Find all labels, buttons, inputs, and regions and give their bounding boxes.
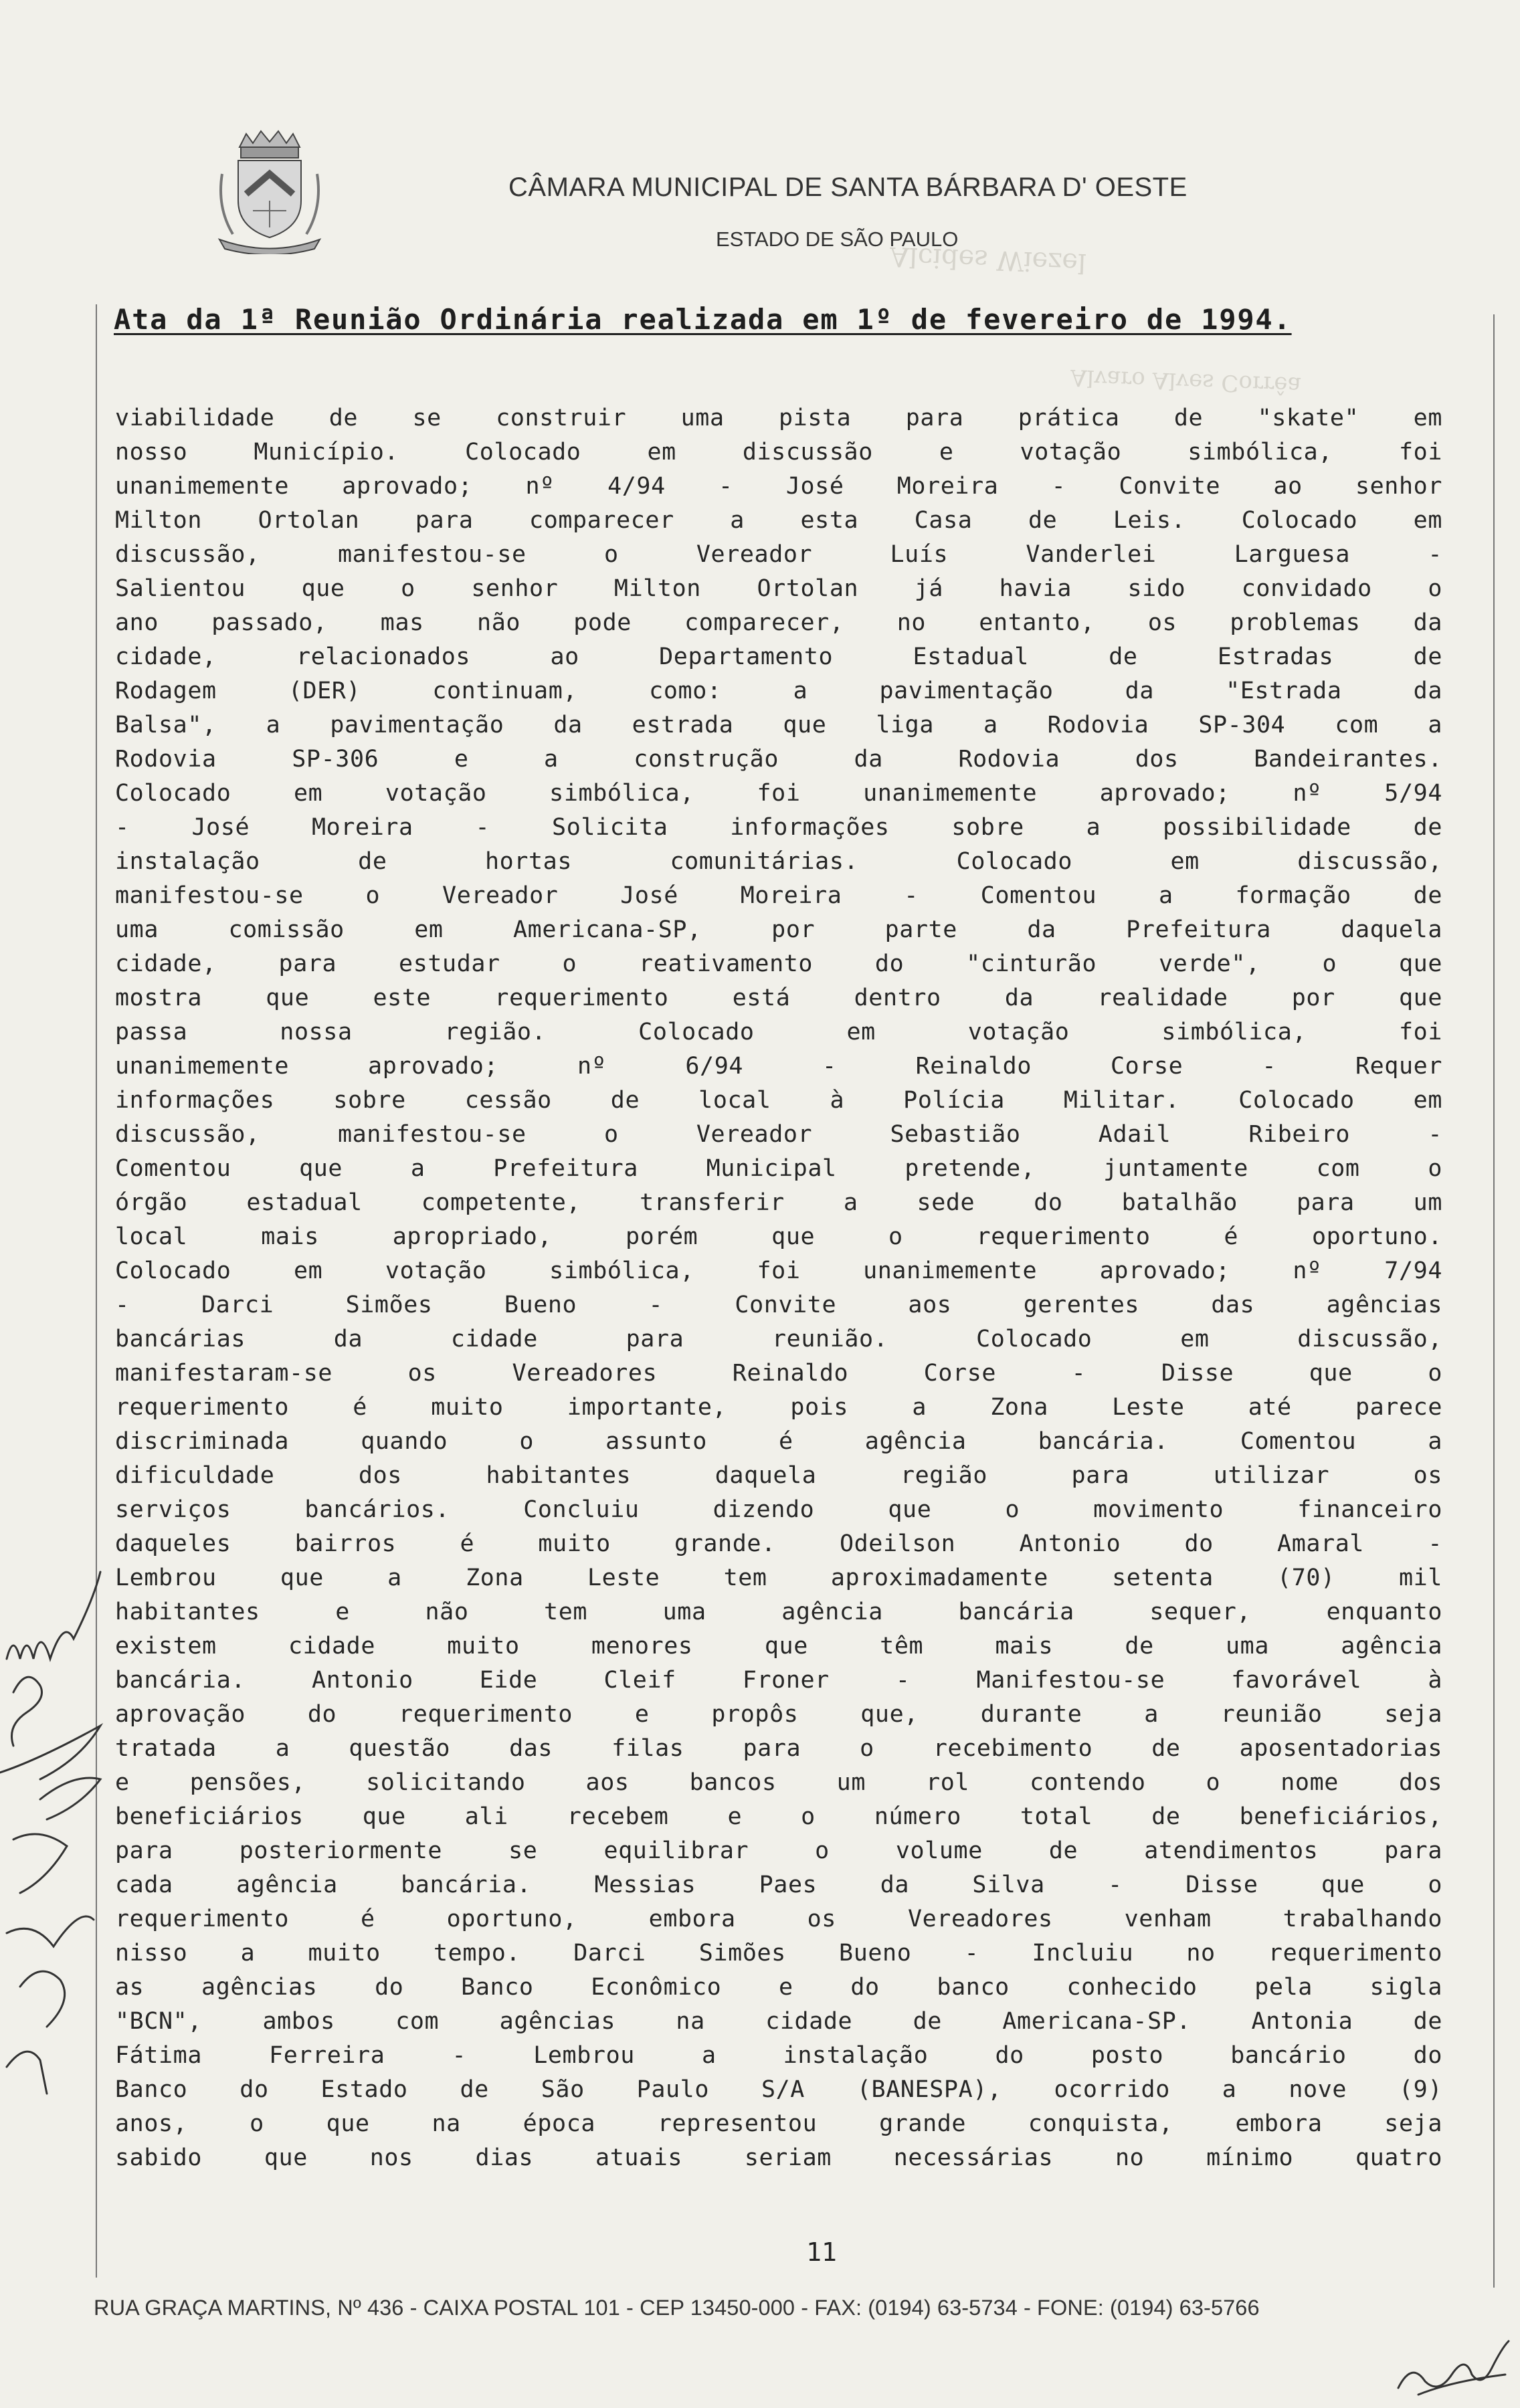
body-line: cada agência bancária. Messias Paes da Silva - Disse que o [115, 1872, 1442, 1898]
body-line: Banco do Estado de São Paulo S/A (BANESPA), ocorrido a nove (9) [115, 2076, 1442, 2103]
footer-signature [1392, 2334, 1512, 2401]
body-line: órgão estadual competente, transferir a sede do batalhão para um [115, 1189, 1442, 1216]
body-line: Rodagem (DER) continuam, como: a pavimentação da "Estrada da [115, 678, 1442, 704]
body-line: Salientou que o senhor Milton Ortolan já havia sido convidado o [115, 575, 1442, 602]
body-line: discussão, manifestou-se o Vereador Sebastião Adail Ribeiro - [115, 1121, 1442, 1148]
body-line: para posteriormente se equilibrar o volume de atendimentos para [115, 1837, 1442, 1864]
body-line: e pensões, solicitando aos bancos um rol contendo o nome dos [115, 1769, 1442, 1796]
body-line: passa nossa região. Colocado em votação simbólica, foi [115, 1019, 1442, 1045]
body-line: nosso Município. Colocado em discussão e votação simbólica, foi [115, 439, 1442, 466]
body-line: - Darci Simões Bueno - Convite aos gerentes das agências [115, 1292, 1442, 1318]
body-line: unanimemente aprovado; nº 4/94 - José Moreira - Convite ao senhor [115, 473, 1442, 500]
body-line: uma comissão em Americana-SP, por parte da Prefeitura daquela [115, 916, 1442, 943]
body-line: discriminada quando o assunto é agência bancária. Comentou a [115, 1428, 1442, 1455]
document-title: Ata da 1ª Reunião Ordinária realizada em 1º de fevereiro de 1994. [114, 303, 1292, 336]
show-through-text-1: Alcides Wiezel [889, 240, 1087, 279]
right-margin-rule [1493, 314, 1495, 2288]
body-line: viabilidade de se construir uma pista para prática de "skate" em [115, 405, 1442, 431]
body-line: informações sobre cessão de local à Polícia Militar. Colocado em [115, 1087, 1442, 1114]
organization-name: CÂMARA MUNICIPAL DE SANTA BÁRBARA D' OESTE [508, 173, 1188, 202]
body-line: Balsa", a pavimentação da estrada que liga a Rodovia SP-304 com a [115, 712, 1442, 738]
body-line: bancárias da cidade para reunião. Colocado em discussão, [115, 1326, 1442, 1352]
body-line: unanimemente aprovado; nº 6/94 - Reinaldo Corse - Requer [115, 1053, 1442, 1080]
body-line: - José Moreira - Solicita informações sobre a possibilidade de [115, 814, 1442, 841]
body-line: bancária. Antonio Eide Cleif Froner - Manifestou-se favorável à [115, 1667, 1442, 1694]
body-line: "BCN", ambos com agências na cidade de Americana-SP. Antonia de [115, 2008, 1442, 2035]
body-line: cidade, relacionados ao Departamento Estadual de Estradas de [115, 643, 1442, 670]
body-line: beneficiários que ali recebem e o número total de beneficiários, [115, 1803, 1442, 1830]
body-line: nisso a muito tempo. Darci Simões Bueno - Incluiu no requerimento [115, 1940, 1442, 1967]
body-line: existem cidade muito menores que têm mais de uma agência [115, 1633, 1442, 1660]
body-line: instalação de hortas comunitárias. Colocado em discussão, [115, 848, 1442, 875]
body-line: Lembrou que a Zona Leste tem aproximadamente setenta (70) mil [115, 1565, 1442, 1591]
body-line: dificuldade dos habitantes daquela região para utilizar os [115, 1462, 1442, 1489]
municipal-coat-of-arms-icon [213, 127, 326, 254]
body-line: requerimento é muito importante, pois a Zona Leste até parece [115, 1394, 1442, 1421]
document-body [115, 401, 1453, 2175]
organization-state: ESTADO DE SÃO PAULO [716, 227, 959, 251]
body-line: requerimento é oportuno, embora os Vereadores venham trabalhando [115, 1906, 1442, 1932]
body-line: manifestaram-se os Vereadores Reinaldo Corse - Disse que o [115, 1360, 1442, 1387]
page-number: 11 [806, 2237, 837, 2267]
body-line: sabido que nos dias atuais seriam necessárias no mínimo quatro [115, 2144, 1442, 2171]
show-through-text-2: Alvaro Alves Corrêa [1070, 363, 1302, 399]
body-line: anos, o que na época representou grande conquista, embora seja [115, 2110, 1442, 2137]
body-line: Fátima Ferreira - Lembrou a instalação do posto bancário do [115, 2042, 1442, 2069]
margin-signatures [0, 1559, 114, 2161]
body-line: daqueles bairros é muito grande. Odeilson Antonio do Amaral - [115, 1530, 1442, 1557]
body-line: aprovação do requerimento e propôs que, durante a reunião seja [115, 1701, 1442, 1728]
body-line: local mais apropriado, porém que o requerimento é oportuno. [115, 1223, 1442, 1250]
body-line: as agências do Banco Econômico e do banco conhecido pela sigla [115, 1974, 1442, 2001]
body-line: Comentou que a Prefeitura Municipal pretende, juntamente com o [115, 1155, 1442, 1182]
body-line: habitantes e não tem uma agência bancária sequer, enquanto [115, 1599, 1442, 1625]
body-line: mostra que este requerimento está dentro da realidade por que [115, 985, 1442, 1011]
body-line: cidade, para estudar o reativamento do "cinturão verde", o que [115, 950, 1442, 977]
body-line: Rodovia SP-306 e a construção da Rodovia dos Bandeirantes. [115, 746, 1442, 773]
body-line: manifestou-se o Vereador José Moreira - Comentou a formação de [115, 882, 1442, 909]
footer-address: RUA GRAÇA MARTINS, Nº 436 - CAIXA POSTAL 101 - CEP 13450-000 - FAX: (0194) 63-5734 - FONE: (0194) 63-5766 [94, 2296, 1260, 2320]
body-line: Colocado em votação simbólica, foi unanimemente aprovado; nº 5/94 [115, 780, 1442, 807]
body-line: discussão, manifestou-se o Vereador Luís Vanderlei Larguesa - [115, 541, 1442, 568]
body-line: Milton Ortolan para comparecer a esta Casa de Leis. Colocado em [115, 507, 1442, 534]
body-line: Colocado em votação simbólica, foi unanimemente aprovado; nº 7/94 [115, 1258, 1442, 1284]
body-line: serviços bancários. Concluiu dizendo que o movimento financeiro [115, 1496, 1442, 1523]
body-line: tratada a questão das filas para o recebimento de aposentadorias [115, 1735, 1442, 1762]
body-line: ano passado, mas não pode comparecer, no entanto, os problemas da [115, 609, 1442, 636]
